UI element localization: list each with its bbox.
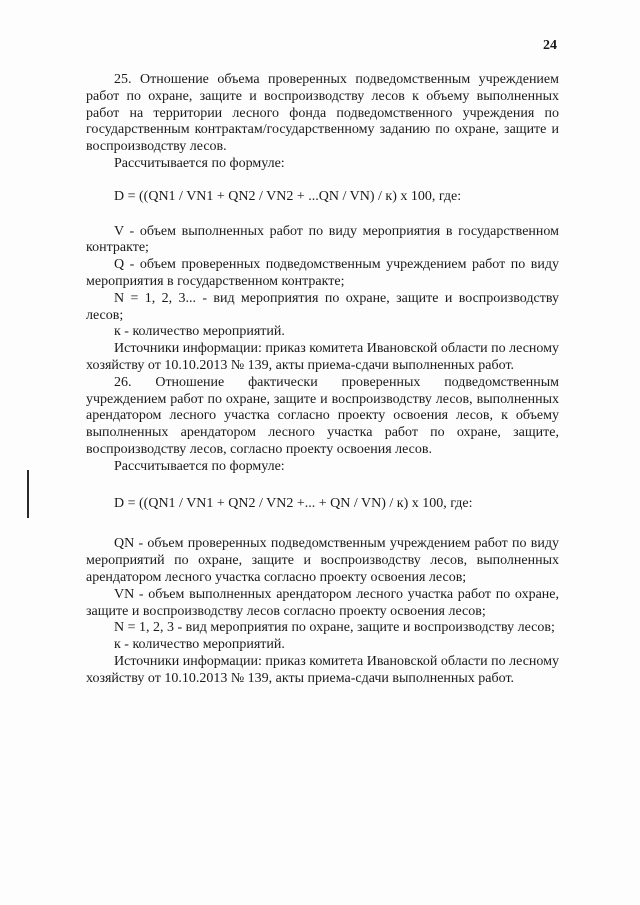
item-26-def-vn: VN - объем выполненных арендатором лесного участка работ по охране, защите и воспроизводству лесов согласно проекту освоения лесов; [86,586,559,619]
item-25-sources: Источники информации: приказ комитета Ивановской области по лесному хозяйству от 10.10.2013 № 139, акты приема-сдачи выполненных работ. [86,341,559,373]
item-25-def-v: V - объем выполненных работ по виду мероприятия в государственном контракте; [86,223,559,256]
item-26-sources: Источники информации: приказ комитета Ивановской области по лесному хозяйству от 10.10.2013 № 139, акты приема-сдачи выполненных работ. [86,653,559,686]
item-25-def-q: Q - объем проверенных подведомственным учреждением работ по виду мероприятия в государственном контракте; [86,257,559,289]
page-number: 24 [543,38,557,53]
item-25-heading: 25. Отношение объема проверенных подведомственным учреждением работ по охране, защите и воспроизводству лесов к объему выполненных работ на территории лесного фонда подведомственного учреждения по государственным контрактам/государственному заданию по охране, защите и воспроизводству лесов. [86,72,559,155]
item-26-heading: 26. Отношение фактически проверенных подведомственным учреждением работ по охране, защите и воспроизводству лесов, выполненных арендатором лесного участка согласно проекту освоения лесов, к объему выполненных арендатором лесного участка работ по охране, защите, воспроизводству лесов, согласно проекту освоения лесов. [86,374,559,457]
item-25-def-n: N = 1, 2, 3... - вид мероприятия по охране, защите и воспроизводству лесов; [86,290,559,323]
item-26-formula: D = ((QN1 / VN1 + QN2 / VN2 +... + QN / VN) / к) х 100, где: [114,495,473,511]
item-25-def-k: к - количество мероприятий. [114,324,285,340]
item-26-def-qn: QN - объем проверенных подведомственным учреждением работ по виду мероприятий по охране, защите и воспроизводству лесов, выполненных арендатором лесного участка согласно проекту освоения лесов; [86,536,559,585]
item-26-def-k: к - количество мероприятий. [114,637,285,653]
margin-mark [27,470,29,518]
item-26-def-n: N = 1, 2, 3 - вид мероприятия по охране, защите и воспроизводству лесов; [114,620,555,636]
item-25-calc-label: Рассчитывается по формуле: [114,155,285,171]
document-body [86,72,559,688]
item-25-formula: D = ((QN1 / VN1 + QN2 / VN2 + ...QN / VN) / к) х 100, где: [114,188,462,204]
item-26-calc-label: Рассчитывается по формуле: [114,458,285,474]
